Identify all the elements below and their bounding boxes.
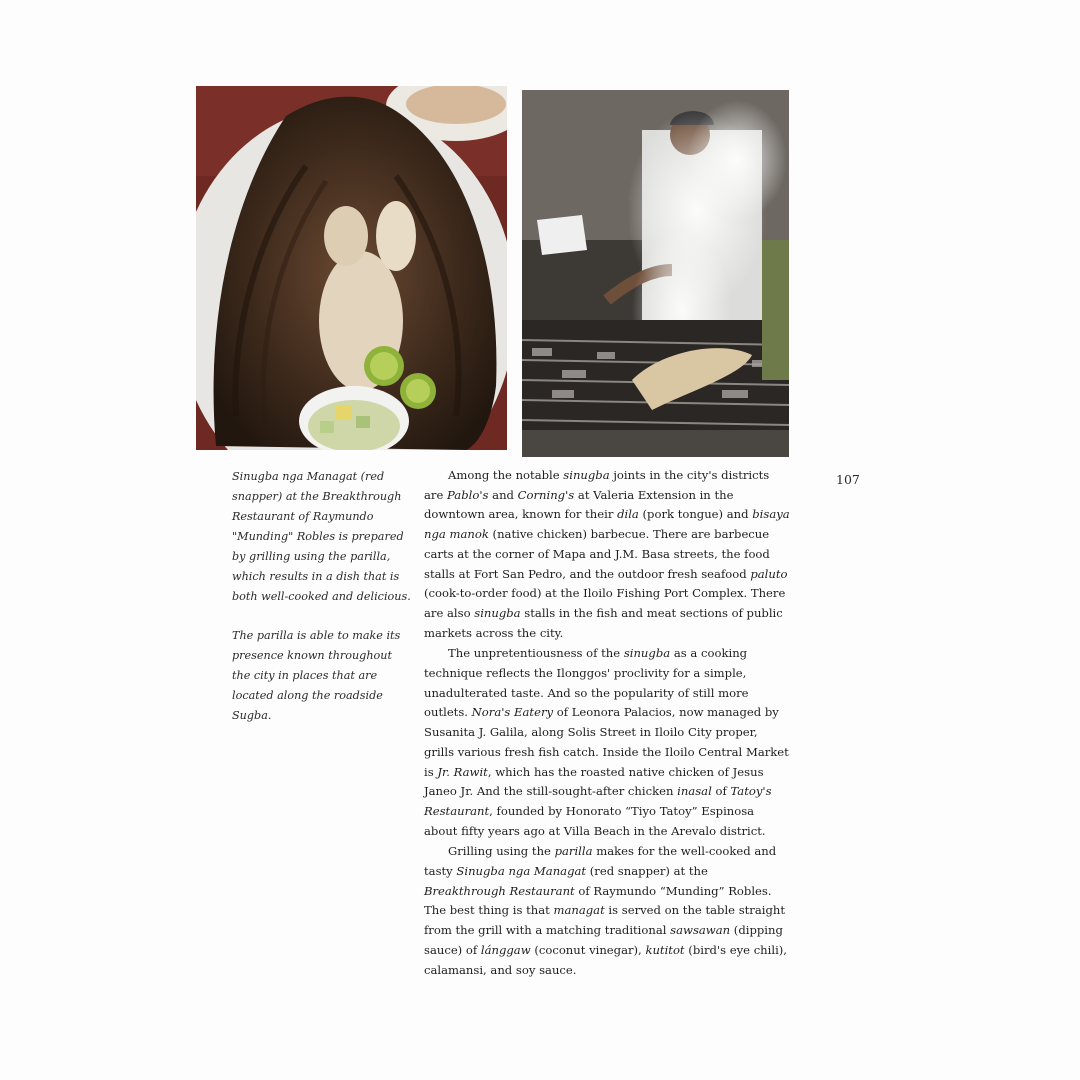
caption-paragraph: Sinugba nga Managat (red snapper) at the Breakthrough Restaurant of Raymundo "Munding" Robles is prepared by grilling using the parilla, which results in a dish that is both well-cooked and delicious. bbox=[232, 470, 411, 603]
italic-term: kutitot bbox=[645, 942, 685, 957]
italic-term: inasal bbox=[677, 784, 712, 799]
body-paragraph: The unpretentiousness of the sinugba as a cooking technique reflects the Ilonggos' proclivity for a simple, unadulterated taste. And so the popularity of still more outlets. Nora's Eatery of Leonora Palacios, now managed by Susanita J. Galila, along Solis Street in Iloilo City proper, grills various fresh fish catch. Inside the Iloilo Central Market is Jr. Rawit, which has the roasted native chicken of Jesus Janeo Jr. And the still-sought-after chicken inasal of Tatoy's Restaurant, founded by Honorato “Tiyo Tatoy” Espinosa about fifty years ago at Villa Beach in the Arevalo district. bbox=[424, 646, 789, 838]
italic-term: Nora's Eatery bbox=[471, 705, 554, 720]
italic-term: Jr. Rawit bbox=[437, 764, 488, 779]
grilled-fish-photo bbox=[196, 86, 507, 450]
page-number: 107 bbox=[836, 472, 860, 487]
italic-term: sinugba bbox=[474, 605, 521, 620]
italic-term: dila bbox=[617, 507, 639, 522]
body-paragraph: Grilling using the parilla makes for the well-cooked and tasty Sinugba nga Managat (red snapper) at the Breakthrough Restaurant of Raymundo “Munding” Robles. The best thing is that managat is served on the table straight from the grill with a matching traditional sawsawan (dipping sauce) of lánggaw (coconut vinegar), kutitot (bird's eye chili), calamansi, and soy sauce. bbox=[424, 844, 787, 977]
italic-term: Breakthrough Restaurant bbox=[424, 883, 575, 898]
italic-term: Tatoy's Restaurant bbox=[424, 784, 772, 818]
photo-caption bbox=[232, 467, 412, 745]
italic-term: Corning's bbox=[517, 487, 575, 502]
italic-term: sawsawan bbox=[670, 923, 731, 938]
body-paragraph: Among the notable sinugba joints in the city's districts are Pablo's and Corning's at Valeria Extension in the downtown area, known for their dila (pork tongue) and bisaya nga manok (native chicken) barbecue. There are barbecue carts at the corner of Mapa and J.M. Basa streets, the food stalls at Fort San Pedro, and the outdoor fresh seafood paluto (cook-to-order food) at the Iloilo Fishing Port Complex. There are also sinugba stalls in the fish and meat sections of public markets across the city. bbox=[424, 468, 790, 640]
italic-term: parilla bbox=[554, 844, 593, 859]
body-text bbox=[424, 466, 790, 980]
italic-term: managat bbox=[553, 903, 605, 918]
italic-term: bisaya nga manok bbox=[424, 507, 790, 542]
italic-term: sinugba bbox=[623, 646, 671, 661]
italic-term: Pablo's bbox=[447, 487, 489, 502]
italic-term: paluto bbox=[750, 566, 788, 581]
italic-term: Sinugba nga Managat bbox=[456, 864, 587, 879]
italic-term: sinugba bbox=[563, 468, 610, 482]
italic-term: lánggaw bbox=[480, 942, 531, 957]
grilling-vendor-photo bbox=[522, 90, 789, 457]
caption-paragraph: The parilla is able to make its presence known throughout the city in places that are located along the roadside Sugba. bbox=[232, 629, 401, 722]
